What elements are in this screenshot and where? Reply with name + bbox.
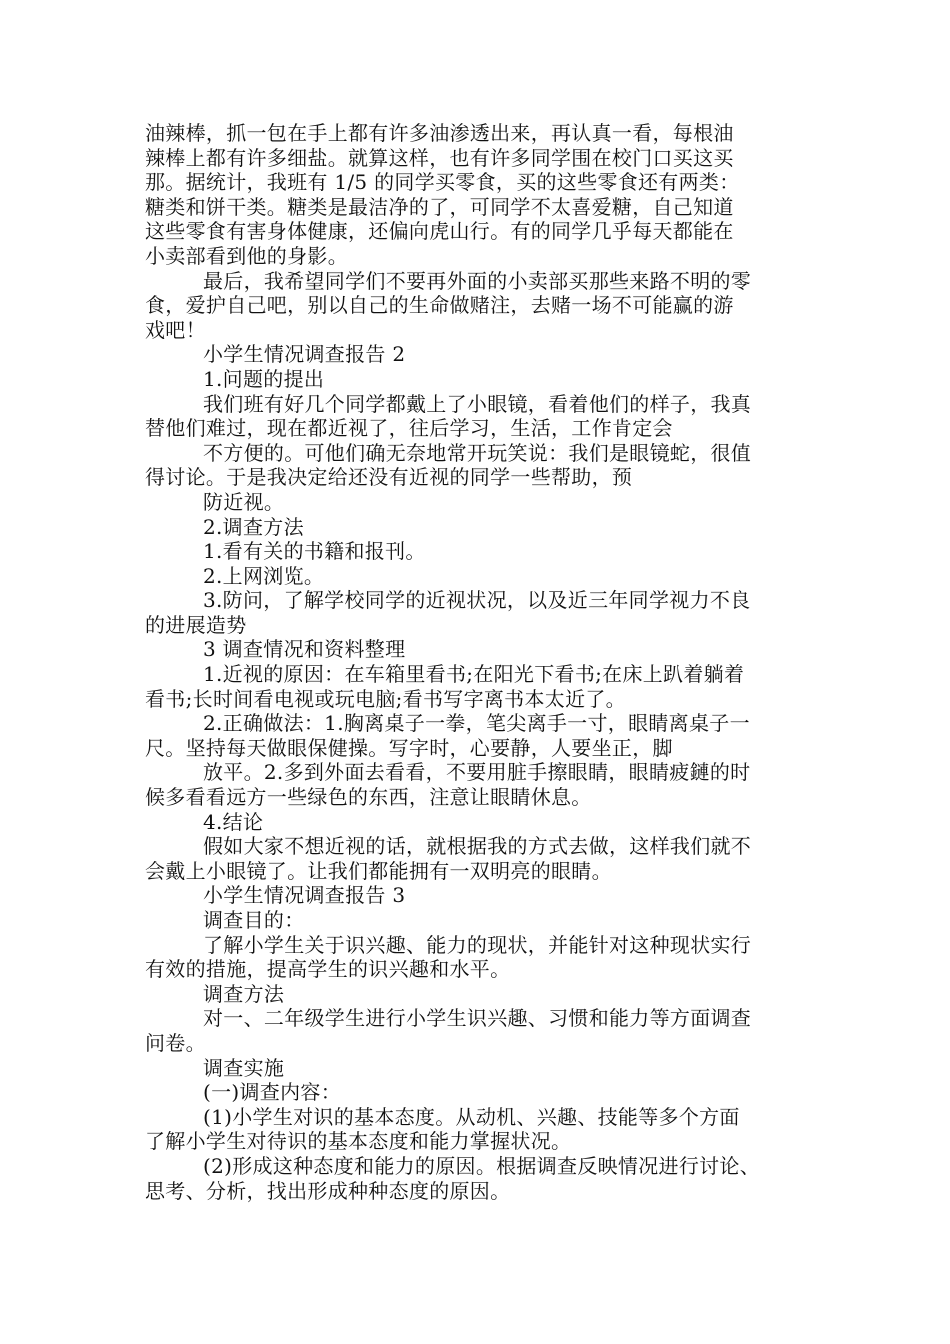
text-line: 辣棒上都有许多细盐。就算这样，也有许多同学围在校门口买这买 <box>145 145 734 170</box>
text-line: 这些零食有害身体健康，还偏向虎山行。有的同学几乎每天都能在 <box>145 219 734 244</box>
text-line: 油辣棒，抓一包在手上都有许多油渗透出来，再认真一看，每根油 <box>145 121 734 145</box>
text-line: 戏吧！ <box>145 317 206 342</box>
text-line: 1.问题的提出 <box>203 366 325 391</box>
text-line: 思考、分析，找出形成种种态度的原因。 <box>145 1178 511 1203</box>
text-line: 尺。坚持每天做眼保健操。写字时，心要静，人要坐正，脚 <box>145 735 673 760</box>
text-line: 3 调查情况和资料整理 <box>203 637 406 662</box>
text-line: 有效的措施，提高学生的识兴趣和水平。 <box>145 957 511 982</box>
text-line: 放平。2.多到外面去看看，不要用脏手擦眼睛，眼睛疲鏈的时 <box>203 760 751 785</box>
text-line: 调查实施 <box>203 1055 285 1080</box>
text-line: 防近视。 <box>203 489 285 514</box>
document-body <box>145 121 825 1203</box>
text-line: 那。据统计，我班有 1/5 的同学买零食，买的这些零食还有两类： <box>145 170 740 195</box>
text-line: (一)调查内容： <box>203 1080 342 1105</box>
text-line: 我们班有好几个同学都戴上了小眼镜，看着他们的样子，我真 <box>203 391 752 416</box>
text-line: (1)小学生对识的基本态度。从动机、兴趣、技能等多个方面 <box>203 1104 740 1129</box>
text-line: 小学生情况调查报告 3 <box>203 883 406 908</box>
text-line: 小卖部看到他的身影。 <box>145 243 348 268</box>
text-line: 糖类和饼干类。糖类是最洁净的了，可同学不太喜爱糖，自己知道 <box>145 194 734 219</box>
text-line: 不方便的。可他们确无奈地常开玩笑说：我们是眼镜蛇，很值 <box>203 440 752 465</box>
text-line: 假如大家不想近视的话，就根据我的方式去做，这样我们就不 <box>203 834 752 859</box>
text-line: 小学生情况调查报告 2 <box>203 342 406 367</box>
text-line: 调查方法 <box>203 981 285 1006</box>
text-line: 1.近视的原因：在车箱里看书;在阳光下看书;在床上趴着躺着 <box>203 662 745 687</box>
text-line: 调查目的： <box>203 908 305 932</box>
text-line: 了解小学生关于识兴趣、能力的现状，并能针对这种现状实行 <box>203 932 752 957</box>
text-line: 食，爱护自己吧，别以自己的生命做赌注，去赌一场不可能赢的游 <box>145 293 734 318</box>
text-line: 会戴上小眼镜了。让我们都能拥有一双明亮的眼睛。 <box>145 858 612 883</box>
text-line: 2.调查方法 <box>203 514 304 539</box>
text-line: 最后，我希望同学们不要再外面的小卖部买那些来路不明的零 <box>203 268 752 293</box>
text-line: 得讨论。于是我决定给还没有近视的同学一些帮助，预 <box>145 465 633 490</box>
text-line: 3.防问，了解学校同学的近视状况，以及近三年同学视力不良 <box>203 588 751 613</box>
text-line: 4.结论 <box>203 809 264 834</box>
text-line: 的进展造势 <box>145 612 247 637</box>
text-line: 候多看看远方一些绿色的东西，注意让眼睛休息。 <box>145 785 592 810</box>
text-line: 对一、二年级学生进行小学生识兴趣、习惯和能力等方面调查 <box>203 1006 752 1031</box>
text-line: 了解小学生对待识的基本态度和能力掌握状况。 <box>145 1129 572 1154</box>
text-line: (2)形成这种态度和能力的原因。根据调查反映情况进行讨论、 <box>203 1153 761 1178</box>
text-line: 替他们难过，现在都近视了，往后学习，生活，工作肯定会 <box>145 416 673 441</box>
text-line: 2.正确做法：1.胸离桌子一拳，笔尖离手一寸，眼睛离桌子一 <box>203 711 750 736</box>
text-line: 2.上网浏览。 <box>203 563 325 588</box>
text-line: 问卷。 <box>145 1030 206 1055</box>
text-line: 1.看有关的书籍和报刊。 <box>203 539 426 564</box>
text-line: 看书;长时间看电视或玩电脑;看书写字离书本太近了。 <box>145 686 626 711</box>
